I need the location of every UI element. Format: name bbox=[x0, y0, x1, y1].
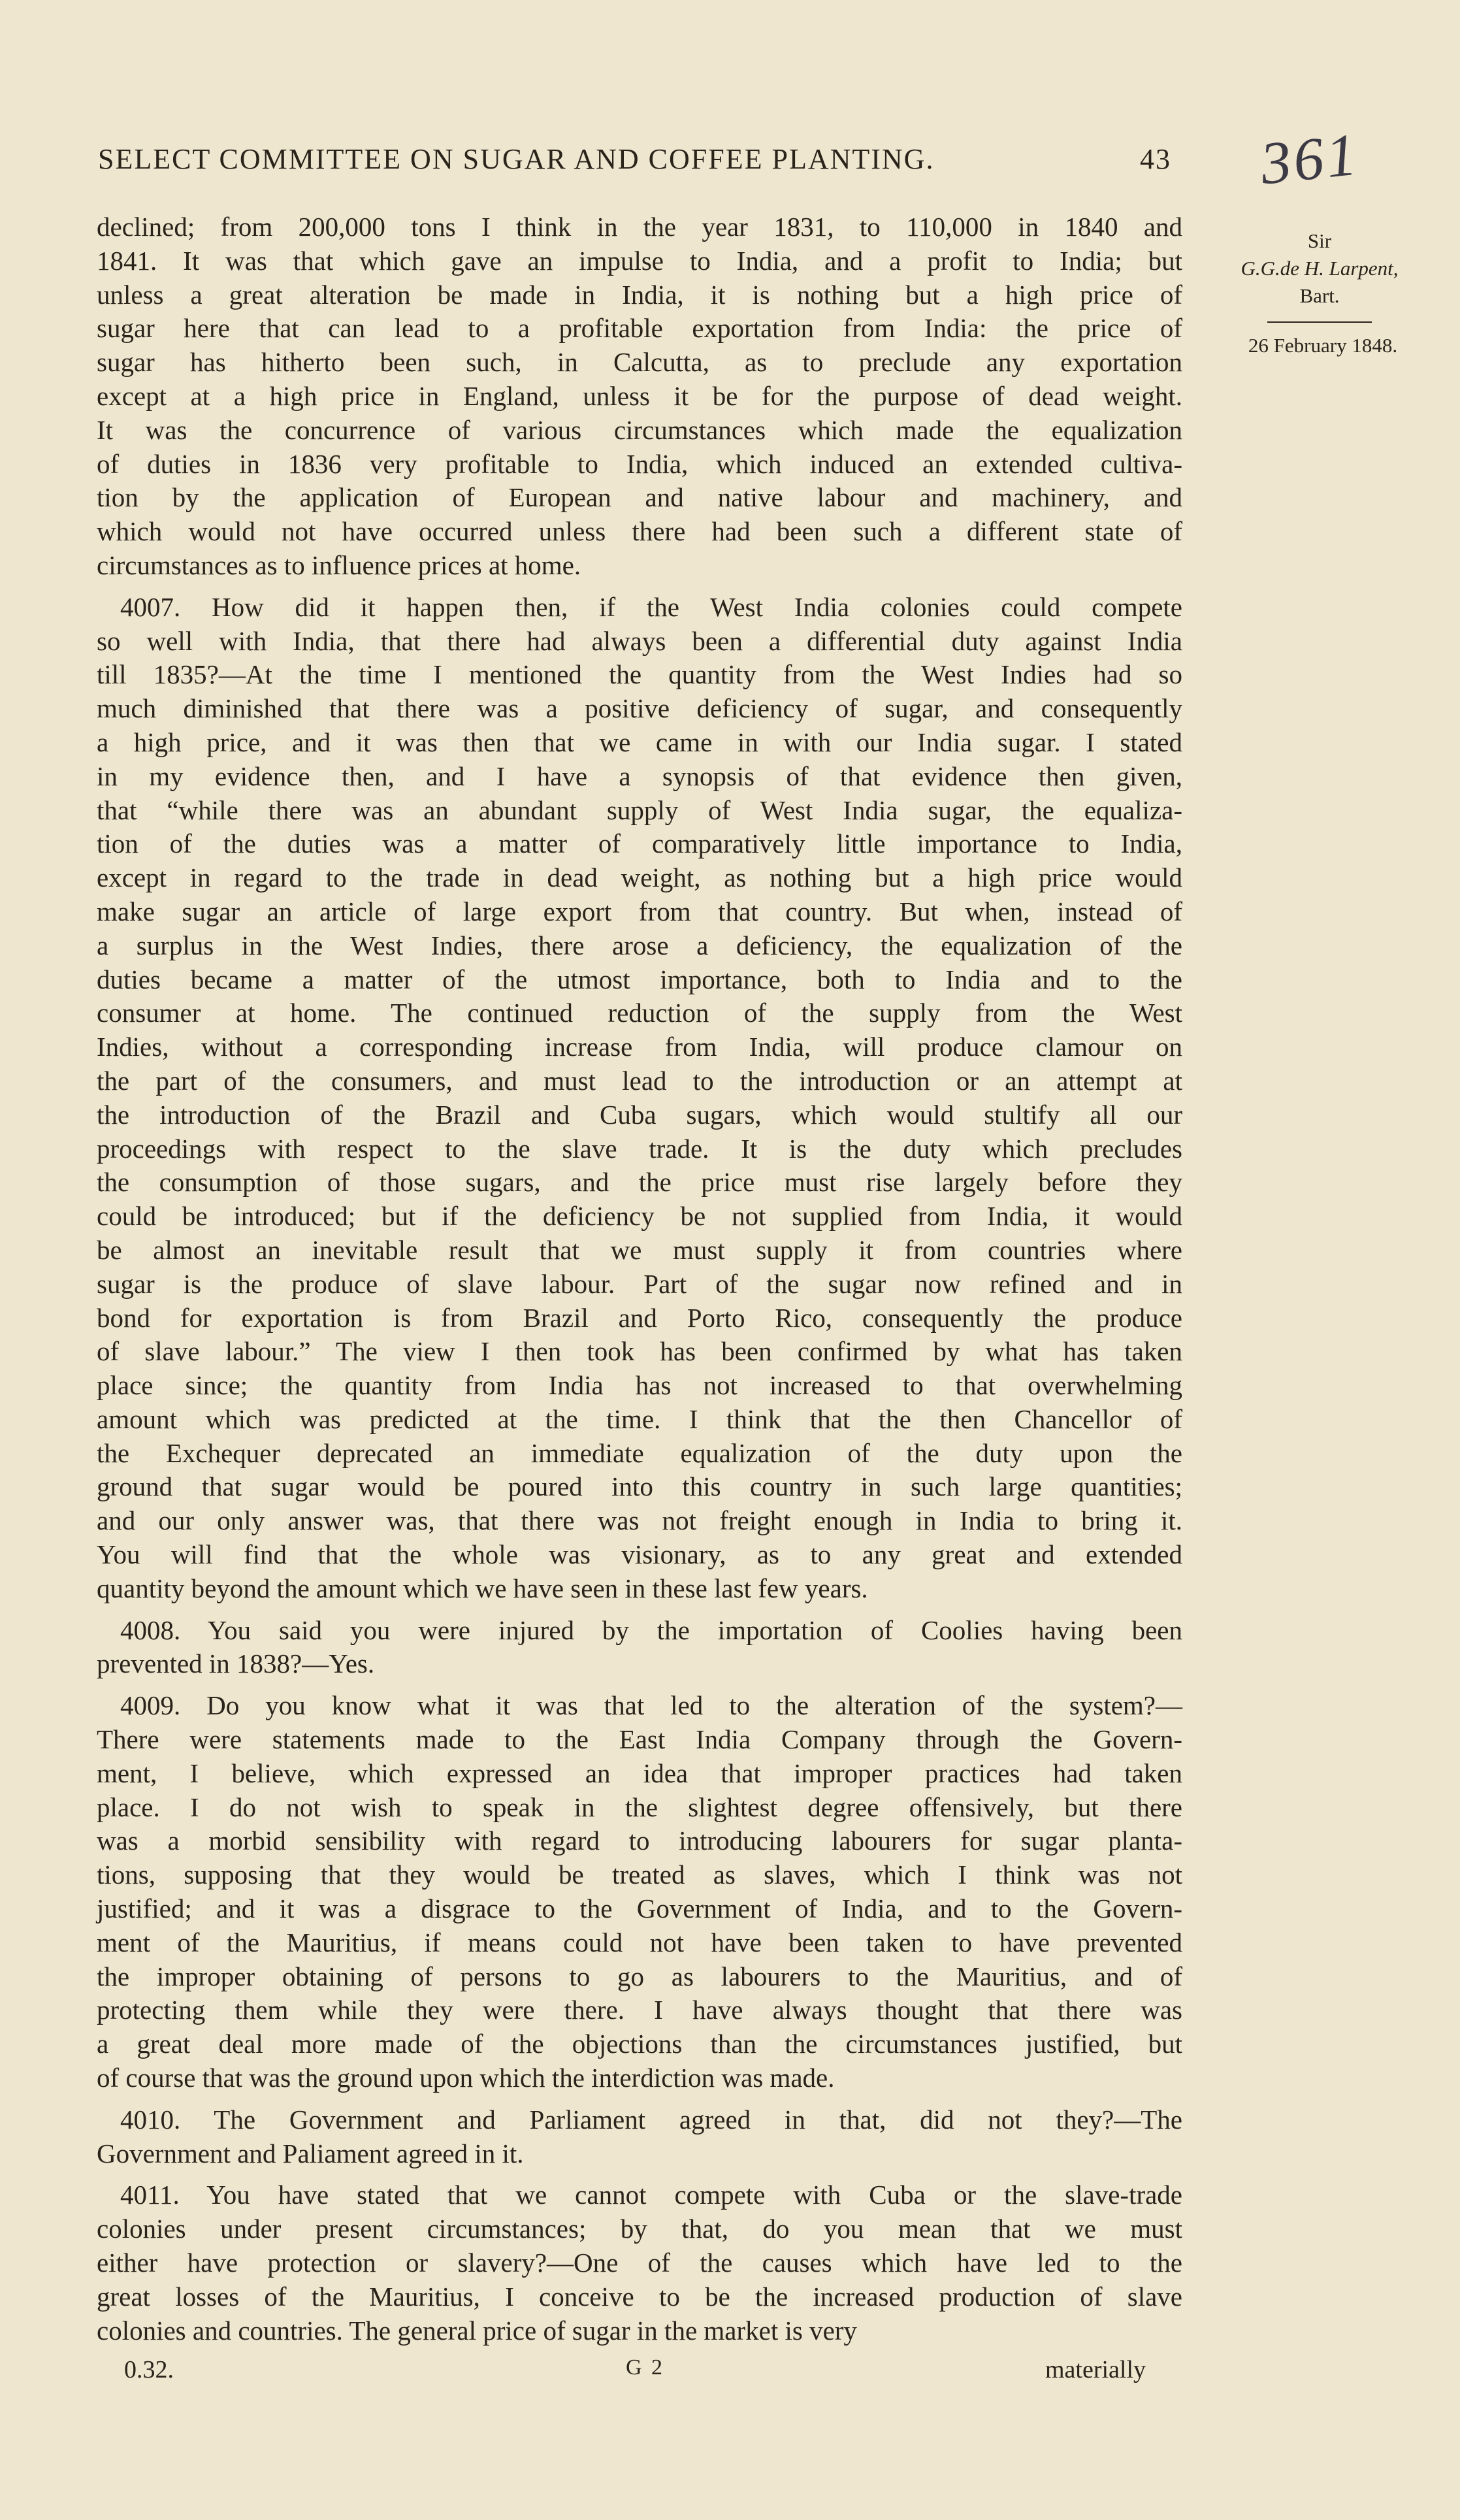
text-line: 4007. How did it happen then, if the West India colonies could compete bbox=[120, 591, 1182, 622]
text-line: was a morbid sensibility with regard to introducing labourers for sugar planta- bbox=[97, 1825, 1182, 1856]
text-line: could be introduced; but if the deficiency be not supplied from India, it would bbox=[97, 1201, 1182, 1232]
text-line: the consumption of those sugars, and the price must rise largely before they bbox=[97, 1167, 1182, 1198]
text-line: ground that sugar would be poured into this country in such large quantities; bbox=[97, 1471, 1182, 1502]
text-line: Government and Paliament agreed in it. bbox=[97, 2138, 524, 2168]
paragraph bbox=[97, 591, 1182, 1606]
running-header bbox=[98, 142, 1182, 176]
paragraph-gap bbox=[97, 2095, 1182, 2103]
text-line: great losses of the Mauritius, I conceive to be the increased production of slave bbox=[97, 2281, 1182, 2312]
paragraph bbox=[97, 1689, 1182, 2095]
text-line: so well with India, that there had always been a differential duty against India bbox=[97, 625, 1182, 656]
text-line: the Exchequer deprecated an immediate equalization of the duty upon the bbox=[97, 1437, 1182, 1468]
text-line: bond for exportation is from Brazil and Porto Rico, consequently the produce bbox=[97, 1302, 1182, 1333]
header-title: SELECT COMMITTEE ON SUGAR AND COFFEE PLANTING. bbox=[98, 143, 935, 175]
margin-note bbox=[1189, 227, 1450, 359]
text-line: the part of the consumers, and must lead to the introduction or an attempt at bbox=[97, 1065, 1182, 1096]
text-line: in my evidence then, and I have a synopsis of that evidence then given, bbox=[97, 761, 1182, 791]
text-line: 4008. You said you were injured by the importation of Coolies having been bbox=[120, 1614, 1182, 1645]
text-line: It was the concurrence of various circumstances which made the equalization bbox=[97, 414, 1182, 445]
witness-title: Sir bbox=[1307, 229, 1332, 252]
text-line: tions, supposing that they would be treated as slaves, which I think was not bbox=[97, 1859, 1182, 1890]
body-text bbox=[97, 210, 1182, 2348]
text-line: 4009. Do you know what it was that led to the alteration of the system?— bbox=[120, 1690, 1182, 1721]
text-line: a high price, and it was then that we came in with our India sugar. I stated bbox=[97, 727, 1182, 757]
text-line: either have protection or slavery?—One of the causes which have led to the bbox=[97, 2248, 1182, 2278]
text-line: of duties in 1836 very profitable to India, which induced an extended cultiva- bbox=[97, 448, 1182, 479]
text-line: There were statements made to the East India Company through the Govern- bbox=[97, 1724, 1182, 1755]
text-line: Indies, without a corresponding increase from India, will produce clamour on bbox=[97, 1032, 1182, 1062]
paragraph bbox=[97, 210, 1182, 583]
text-line: a surplus in the West Indies, there arose a deficiency, the equalization of the bbox=[97, 930, 1182, 960]
text-line: consumer at home. The continued reduction of the supply from the West bbox=[97, 998, 1182, 1028]
paragraph bbox=[97, 1614, 1182, 1682]
text-line: 4011. You have stated that we cannot compete with Cuba or the slave-trade bbox=[120, 2180, 1182, 2210]
text-line: place. I do not wish to speak in the slightest degree offensively, but there bbox=[97, 1792, 1182, 1822]
text-line: tion by the application of European and native labour and machinery, and bbox=[97, 482, 1182, 513]
paragraph-gap bbox=[97, 1606, 1182, 1614]
text-line: unless a great alteration be made in India, it is nothing but a high price of bbox=[97, 279, 1182, 310]
text-line: quantity beyond the amount which we have seen in these last few years. bbox=[97, 1573, 868, 1603]
text-line: of course that was the ground upon which the interdiction was made. bbox=[97, 2063, 835, 2093]
text-line: place since; the quantity from India has not increased to that overwhelming bbox=[97, 1370, 1182, 1401]
text-line: of slave labour.” The view I then took has been confirmed by what has taken bbox=[97, 1336, 1182, 1367]
evidence-date: 26 February 1848. bbox=[1248, 334, 1398, 357]
text-line: and our only answer was, that there was not freight enough in India to bring it. bbox=[97, 1505, 1182, 1536]
text-line: except at a high price in England, unless it be for the purpose of dead weight. bbox=[97, 380, 1182, 411]
text-line: sugar has hitherto been such, in Calcutta, as to preclude any exportation bbox=[97, 347, 1182, 378]
text-line: sugar is the produce of slave labour. Part of the sugar now refined and in bbox=[97, 1268, 1182, 1299]
text-line: You will find that the whole was visionary, as to any great and extended bbox=[97, 1539, 1182, 1570]
text-line: duties became a matter of the utmost importance, both to India and to the bbox=[97, 964, 1182, 994]
page-number: 43 bbox=[1140, 143, 1171, 175]
paragraph-gap bbox=[97, 583, 1182, 591]
footer-paper-number: 0.32. bbox=[124, 2356, 174, 2383]
text-line: 4010. The Government and Parliament agreed in that, did not they?—The bbox=[120, 2104, 1182, 2135]
footer-signature-mark: G 2 bbox=[626, 2355, 665, 2380]
paragraph bbox=[97, 2103, 1182, 2171]
text-line: prevented in 1838?—Yes. bbox=[97, 1648, 375, 1679]
witness-suffix: Bart. bbox=[1299, 284, 1340, 307]
paragraph-gap bbox=[97, 1681, 1182, 1689]
text-line: protecting them while they were there. I have always thought that there was bbox=[97, 1995, 1182, 2025]
text-line: ment of the Mauritius, if means could not have been taken to have prevented bbox=[97, 1927, 1182, 1957]
handwritten-folio-number: 361 bbox=[1257, 120, 1362, 197]
text-line: circumstances as to influence prices at home. bbox=[97, 549, 581, 580]
text-line: tion of the duties was a matter of comparatively little importance to India, bbox=[97, 828, 1182, 859]
paragraph bbox=[97, 2178, 1182, 2348]
text-line: a great deal more made of the objections than the circumstances justified, but bbox=[97, 2029, 1182, 2059]
text-line: that “while there was an abundant supply of West India sugar, the equaliza- bbox=[97, 794, 1182, 825]
text-line: justified; and it was a disgrace to the Government of India, and to the Govern- bbox=[97, 1893, 1182, 1924]
text-line: ment, I believe, which expressed an idea that improper practices had taken bbox=[97, 1758, 1182, 1788]
witness-name: G.G.de H. Larpent, bbox=[1241, 257, 1399, 280]
text-line: the introduction of the Brazil and Cuba sugars, which would stultify all our bbox=[97, 1099, 1182, 1130]
text-line: be almost an inevitable result that we must supply it from countries where bbox=[97, 1234, 1182, 1265]
footer-catchword: materially bbox=[1045, 2356, 1146, 2383]
text-line: declined; from 200,000 tons I think in the year 1831, to 110,000 in 1840 and bbox=[97, 212, 1182, 242]
text-line: colonies under present circumstances; by that, do you mean that we must bbox=[97, 2214, 1182, 2244]
text-line: sugar here that can lead to a profitable exportation from India: the price of bbox=[97, 313, 1182, 344]
text-line: much diminished that there was a positive deficiency of sugar, and consequently bbox=[97, 693, 1182, 724]
text-line: proceedings with respect to the slave trade. It is the duty which precludes bbox=[97, 1133, 1182, 1164]
text-line: 1841. It was that which gave an impulse to India, and a profit to India; but bbox=[97, 245, 1182, 276]
text-line: colonies and countries. The general price of sugar in the market is very bbox=[97, 2315, 857, 2346]
text-line: amount which was predicted at the time. I think that the then Chancellor of bbox=[97, 1403, 1182, 1434]
paragraph-gap bbox=[97, 2170, 1182, 2178]
text-line: till 1835?—At the time I mentioned the quantity from the West Indies had so bbox=[97, 659, 1182, 690]
text-line: except in regard to the trade in dead weight, as nothing but a high price would bbox=[97, 862, 1182, 893]
text-line: the improper obtaining of persons to go as labourers to the Mauritius, and of bbox=[97, 1961, 1182, 1991]
text-line: make sugar an article of large export from that country. But when, instead of bbox=[97, 896, 1182, 926]
margin-divider bbox=[1267, 321, 1372, 323]
text-line: which would not have occurred unless there had been such a different state of bbox=[97, 516, 1182, 547]
